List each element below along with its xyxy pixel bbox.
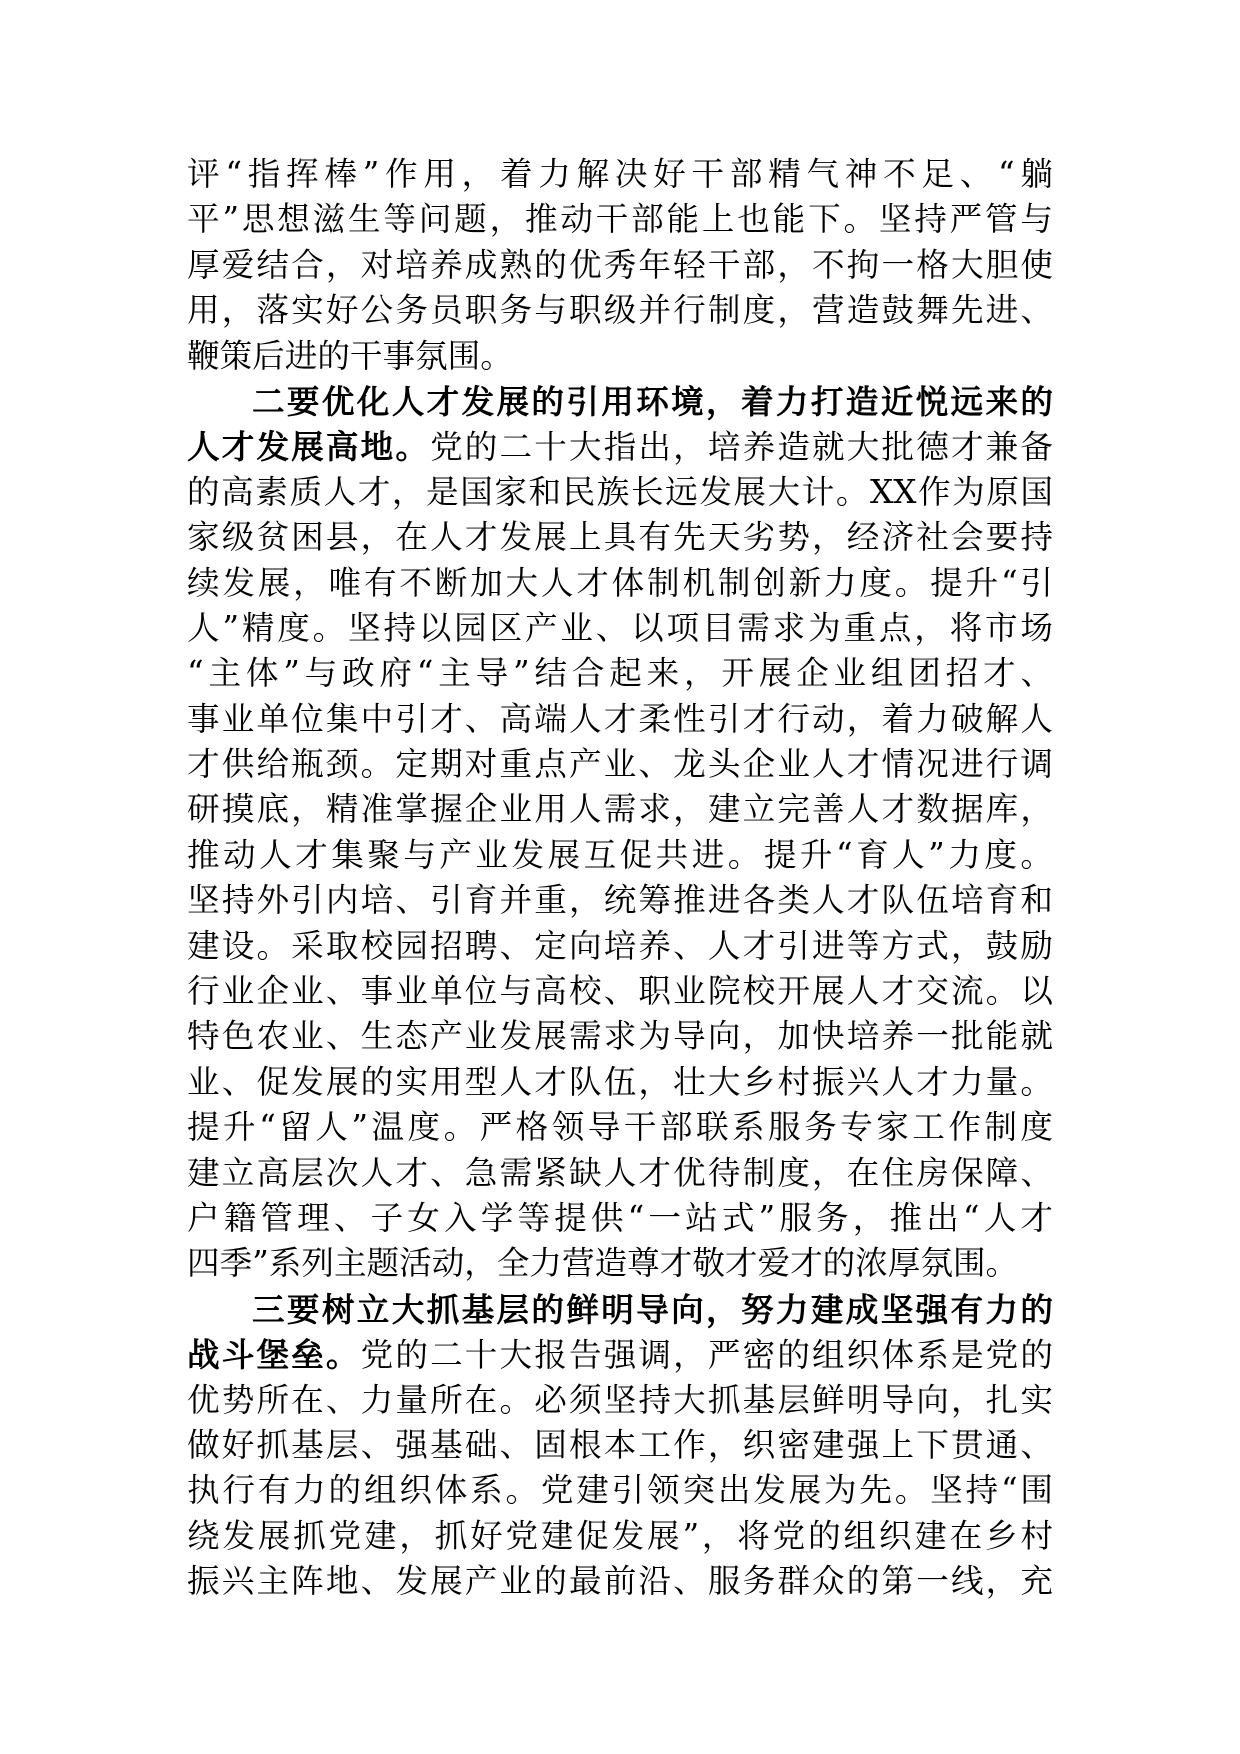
body-text-segment: 厚爱结合，对培养成熟的优秀年轻干部，不拘一格大胆使: [187, 245, 1053, 284]
text-line: [187, 1060, 1053, 1105]
text-line: [187, 969, 1053, 1014]
body-text-segment: 绕发展抓党建，抓好党建促发展”，将党的组织建在乡村: [187, 1516, 1053, 1555]
text-line: [187, 787, 1053, 832]
bold-lead-text: 三要树立大抓基层的鲜明导向，努力建成坚强有力的: [252, 1289, 1053, 1329]
text-line: [187, 1196, 1053, 1241]
body-text-segment: 的高素质人才，是国家和民族长远发展大计。XX作为原国: [187, 472, 1053, 511]
text-line: [187, 1332, 1053, 1377]
body-text-segment: 行业企业、事业单位与高校、职业院校开展人才交流。以: [187, 972, 1053, 1011]
text-line: [187, 606, 1053, 651]
body-text-segment: 坚持外引内培、引育并重，统筹推进各类人才队伍培育和: [187, 881, 1053, 920]
text-line: [187, 651, 1053, 696]
text-line: [187, 1514, 1053, 1559]
text-line: [187, 424, 1053, 469]
body-text-segment: 特色农业、生态产业发展需求为导向，加快培养一批能就: [187, 1017, 1053, 1056]
body-text-segment: 执行有力的组织体系。党建引领突出发展为先。坚持“围: [187, 1471, 1053, 1510]
bold-lead-text: 战斗堡垒。: [187, 1335, 361, 1375]
body-text-segment: 平”思想滋生等问题，推动干部能上也能下。坚持严管与: [187, 200, 1053, 239]
text-line: [187, 152, 1053, 197]
body-text-segment: 建设。采取校园招聘、定向培养、人才引进等方式，鼓励: [187, 926, 1053, 965]
text-line: [187, 334, 1053, 379]
body-text-segment: 提升“留人”温度。严格领导干部联系服务专家工作制度: [187, 1108, 1053, 1147]
body-text-segment: 振兴主阵地、发展产业的最前沿、服务群众的第一线，充: [187, 1562, 1053, 1601]
text-line: [187, 1241, 1053, 1286]
text-line: [187, 1559, 1053, 1604]
body-text-segment: 做好抓基层、强基础、固根本工作，织密建强上下贯通、: [187, 1425, 1053, 1464]
body-text-segment: 用，落实好公务员职务与职级并行制度，营造鼓舞先进、: [187, 291, 1053, 330]
bold-lead-text: 人才发展高地。: [187, 427, 431, 467]
body-text-segment: 党的二十大指出，培养造就大批德才兼备: [430, 428, 1053, 467]
body-text: [187, 152, 1053, 1605]
paragraph-heading-line: [187, 1287, 1053, 1332]
paragraph-heading-line: [187, 379, 1053, 424]
body-text-segment: 研摸底，精准掌握企业用人需求，建立完善人才数据库，: [187, 790, 1053, 829]
text-line: [187, 197, 1053, 242]
text-line: [187, 561, 1053, 606]
body-text-segment: 才供给瓶颈。定期对重点产业、龙头企业人才情况进行调: [187, 745, 1053, 784]
text-line: [187, 1378, 1053, 1423]
text-line: [187, 1014, 1053, 1059]
text-line: [187, 515, 1053, 560]
text-line: [187, 470, 1053, 515]
body-text-segment: 户籍管理、子女入学等提供“一站式”服务，推出“人才: [187, 1198, 1053, 1237]
body-text-segment: “主体”与政府“主导”结合起来，开展企业组团招才、: [187, 654, 1053, 693]
body-text-segment: 家级贫困县，在人才发展上具有先天劣势，经济社会要持: [187, 518, 1053, 557]
text-line: [187, 1423, 1053, 1468]
body-text-segment: 人”精度。坚持以园区产业、以项目需求为重点，将市场: [187, 608, 1053, 647]
body-text-segment: 四季”系列主题活动，全力营造尊才敬才爱才的浓厚氛围。: [187, 1244, 1019, 1283]
text-line: [187, 1468, 1053, 1513]
text-line: [187, 288, 1053, 333]
text-line: [187, 742, 1053, 787]
body-text-segment: 党的二十大报告强调，严密的组织体系是党的: [360, 1336, 1053, 1375]
body-text-segment: 推动人才集聚与产业发展互促共进。提升“育人”力度。: [187, 835, 1053, 874]
text-line: [187, 878, 1053, 923]
bold-lead-text: 二要优化人才发展的引用环境，着力打造近悦远来的: [252, 381, 1053, 421]
body-text-segment: 优势所在、力量所在。必须坚持大抓基层鲜明导向，扎实: [187, 1380, 1053, 1419]
body-text-segment: 业、促发展的实用型人才队伍，壮大乡村振兴人才力量。: [187, 1062, 1053, 1101]
body-text-segment: 续发展，唯有不断加大人才体制机制创新力度。提升“引: [187, 563, 1053, 602]
body-text-segment: 建立高层次人才、急需紧缺人才优待制度，在住房保障、: [187, 1153, 1053, 1192]
text-line: [187, 243, 1053, 288]
body-text-segment: 鞭策后进的干事氛围。: [187, 336, 513, 375]
body-text-segment: 事业单位集中引才、高端人才柔性引才行动，着力破解人: [187, 699, 1053, 738]
text-line: [187, 924, 1053, 969]
body-text-segment: 评“指挥棒”作用，着力解决好干部精气神不足、“躺: [187, 155, 1053, 193]
text-line: [187, 1105, 1053, 1150]
text-line: [187, 1151, 1053, 1196]
text-line: [187, 697, 1053, 742]
text-line: [187, 833, 1053, 878]
